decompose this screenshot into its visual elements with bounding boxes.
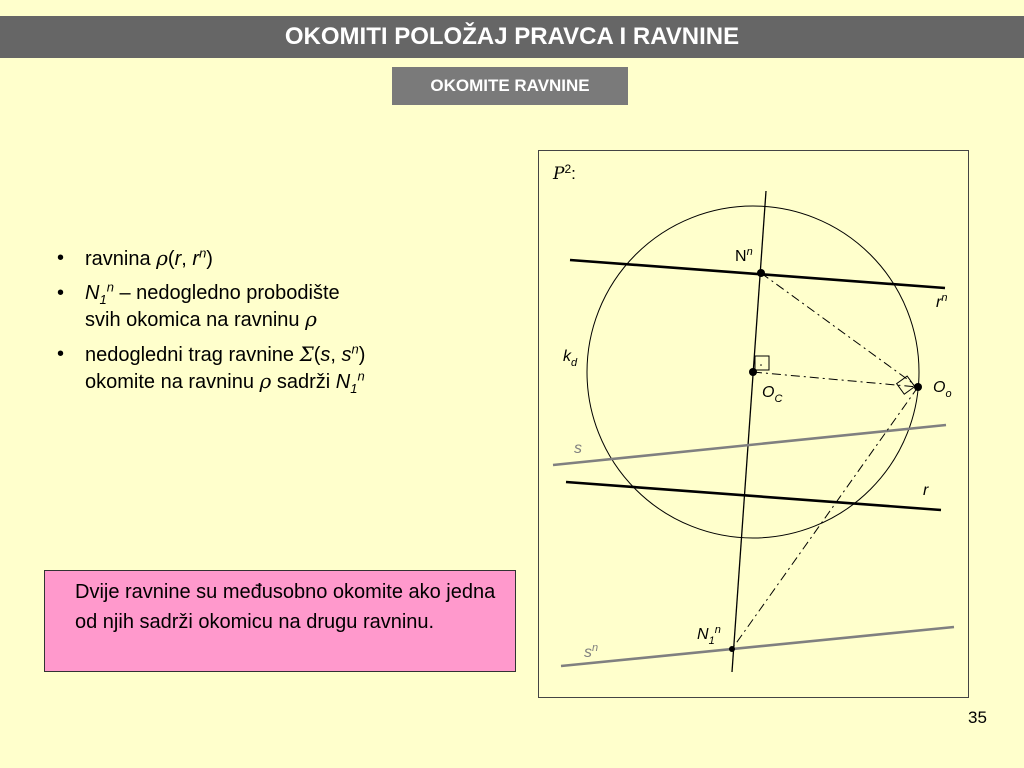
label-kd: $k_d$ <box>563 348 578 369</box>
line-oo-n1n <box>732 387 918 649</box>
definition-text: Dvije ravnine su međusobno okomite ako jedna od njih sadrži okomicu na drugu ravninu. <box>75 581 496 633</box>
right-angle-dot <box>760 364 762 366</box>
slide-title: OKOMITI POLOŽAJ PRAVCA I RAVNINE <box>0 16 1024 58</box>
superscript: n <box>357 368 365 384</box>
bullet-list <box>55 245 475 403</box>
comma: , <box>181 248 193 270</box>
plane-label: $P^2$: <box>553 162 576 184</box>
point-oo <box>914 383 922 391</box>
label-nn: $N^n$ <box>735 246 753 265</box>
right-angle-marker-oc <box>755 356 769 370</box>
line-nn-oo <box>761 273 918 387</box>
bullet-text: nedogledni trag ravnine <box>85 344 300 366</box>
point-nn <box>757 269 765 277</box>
definition-box <box>44 570 516 672</box>
line-oc-oo <box>753 372 918 387</box>
point-n1n <box>729 646 735 652</box>
label-oc: $O_C$ <box>762 384 783 405</box>
bullet-text: svih okomica na ravninu <box>85 309 306 331</box>
n-symbol: N <box>85 282 100 304</box>
rho-symbol: ρ <box>259 369 272 393</box>
bullet-text: – nedogledno probodište <box>113 282 340 304</box>
point-oc <box>749 368 757 376</box>
s-symbol: s <box>320 344 331 366</box>
bullet-item-plane <box>55 245 475 272</box>
subscript: 1 <box>99 292 107 307</box>
subscript: 1 <box>350 381 358 396</box>
sn-symbol: s <box>341 344 352 366</box>
label-sn: $s^n$ <box>584 642 599 661</box>
comma: , <box>330 344 342 366</box>
n-symbol: N <box>335 371 351 393</box>
line-sn <box>561 627 954 666</box>
slide-subtitle: OKOMITE RAVNINE <box>392 67 628 105</box>
label-r: r <box>923 482 929 499</box>
label-s: s <box>574 440 582 457</box>
superscript: n <box>351 341 359 357</box>
paren: ( <box>313 344 321 366</box>
bullet-item-n1n <box>55 280 475 333</box>
paren: ( <box>167 248 175 270</box>
bullet-text: sadrži <box>271 371 336 393</box>
line-r <box>566 482 941 510</box>
sigma-symbol: Σ <box>299 342 314 366</box>
rn-symbol: r <box>192 248 200 270</box>
bullet-text: okomite na ravninu <box>85 371 260 393</box>
superscript: n <box>106 279 114 295</box>
diagram-svg <box>539 151 970 699</box>
r-symbol: r <box>174 248 182 270</box>
bullet-text: ravnina <box>85 248 157 270</box>
label-rn: $r^n$ <box>936 292 948 311</box>
geometry-diagram <box>538 150 969 698</box>
paren: ) <box>206 248 213 270</box>
bullet-item-trace <box>55 341 475 395</box>
paren: ) <box>358 344 366 366</box>
rho-symbol: ρ <box>305 307 317 331</box>
label-oo: $O_o$ <box>933 379 952 400</box>
superscript: n <box>199 245 207 261</box>
page-number: 35 <box>968 708 987 727</box>
rho-symbol: ρ <box>156 246 168 270</box>
label-n1n: $N_1^n$ <box>697 624 721 647</box>
